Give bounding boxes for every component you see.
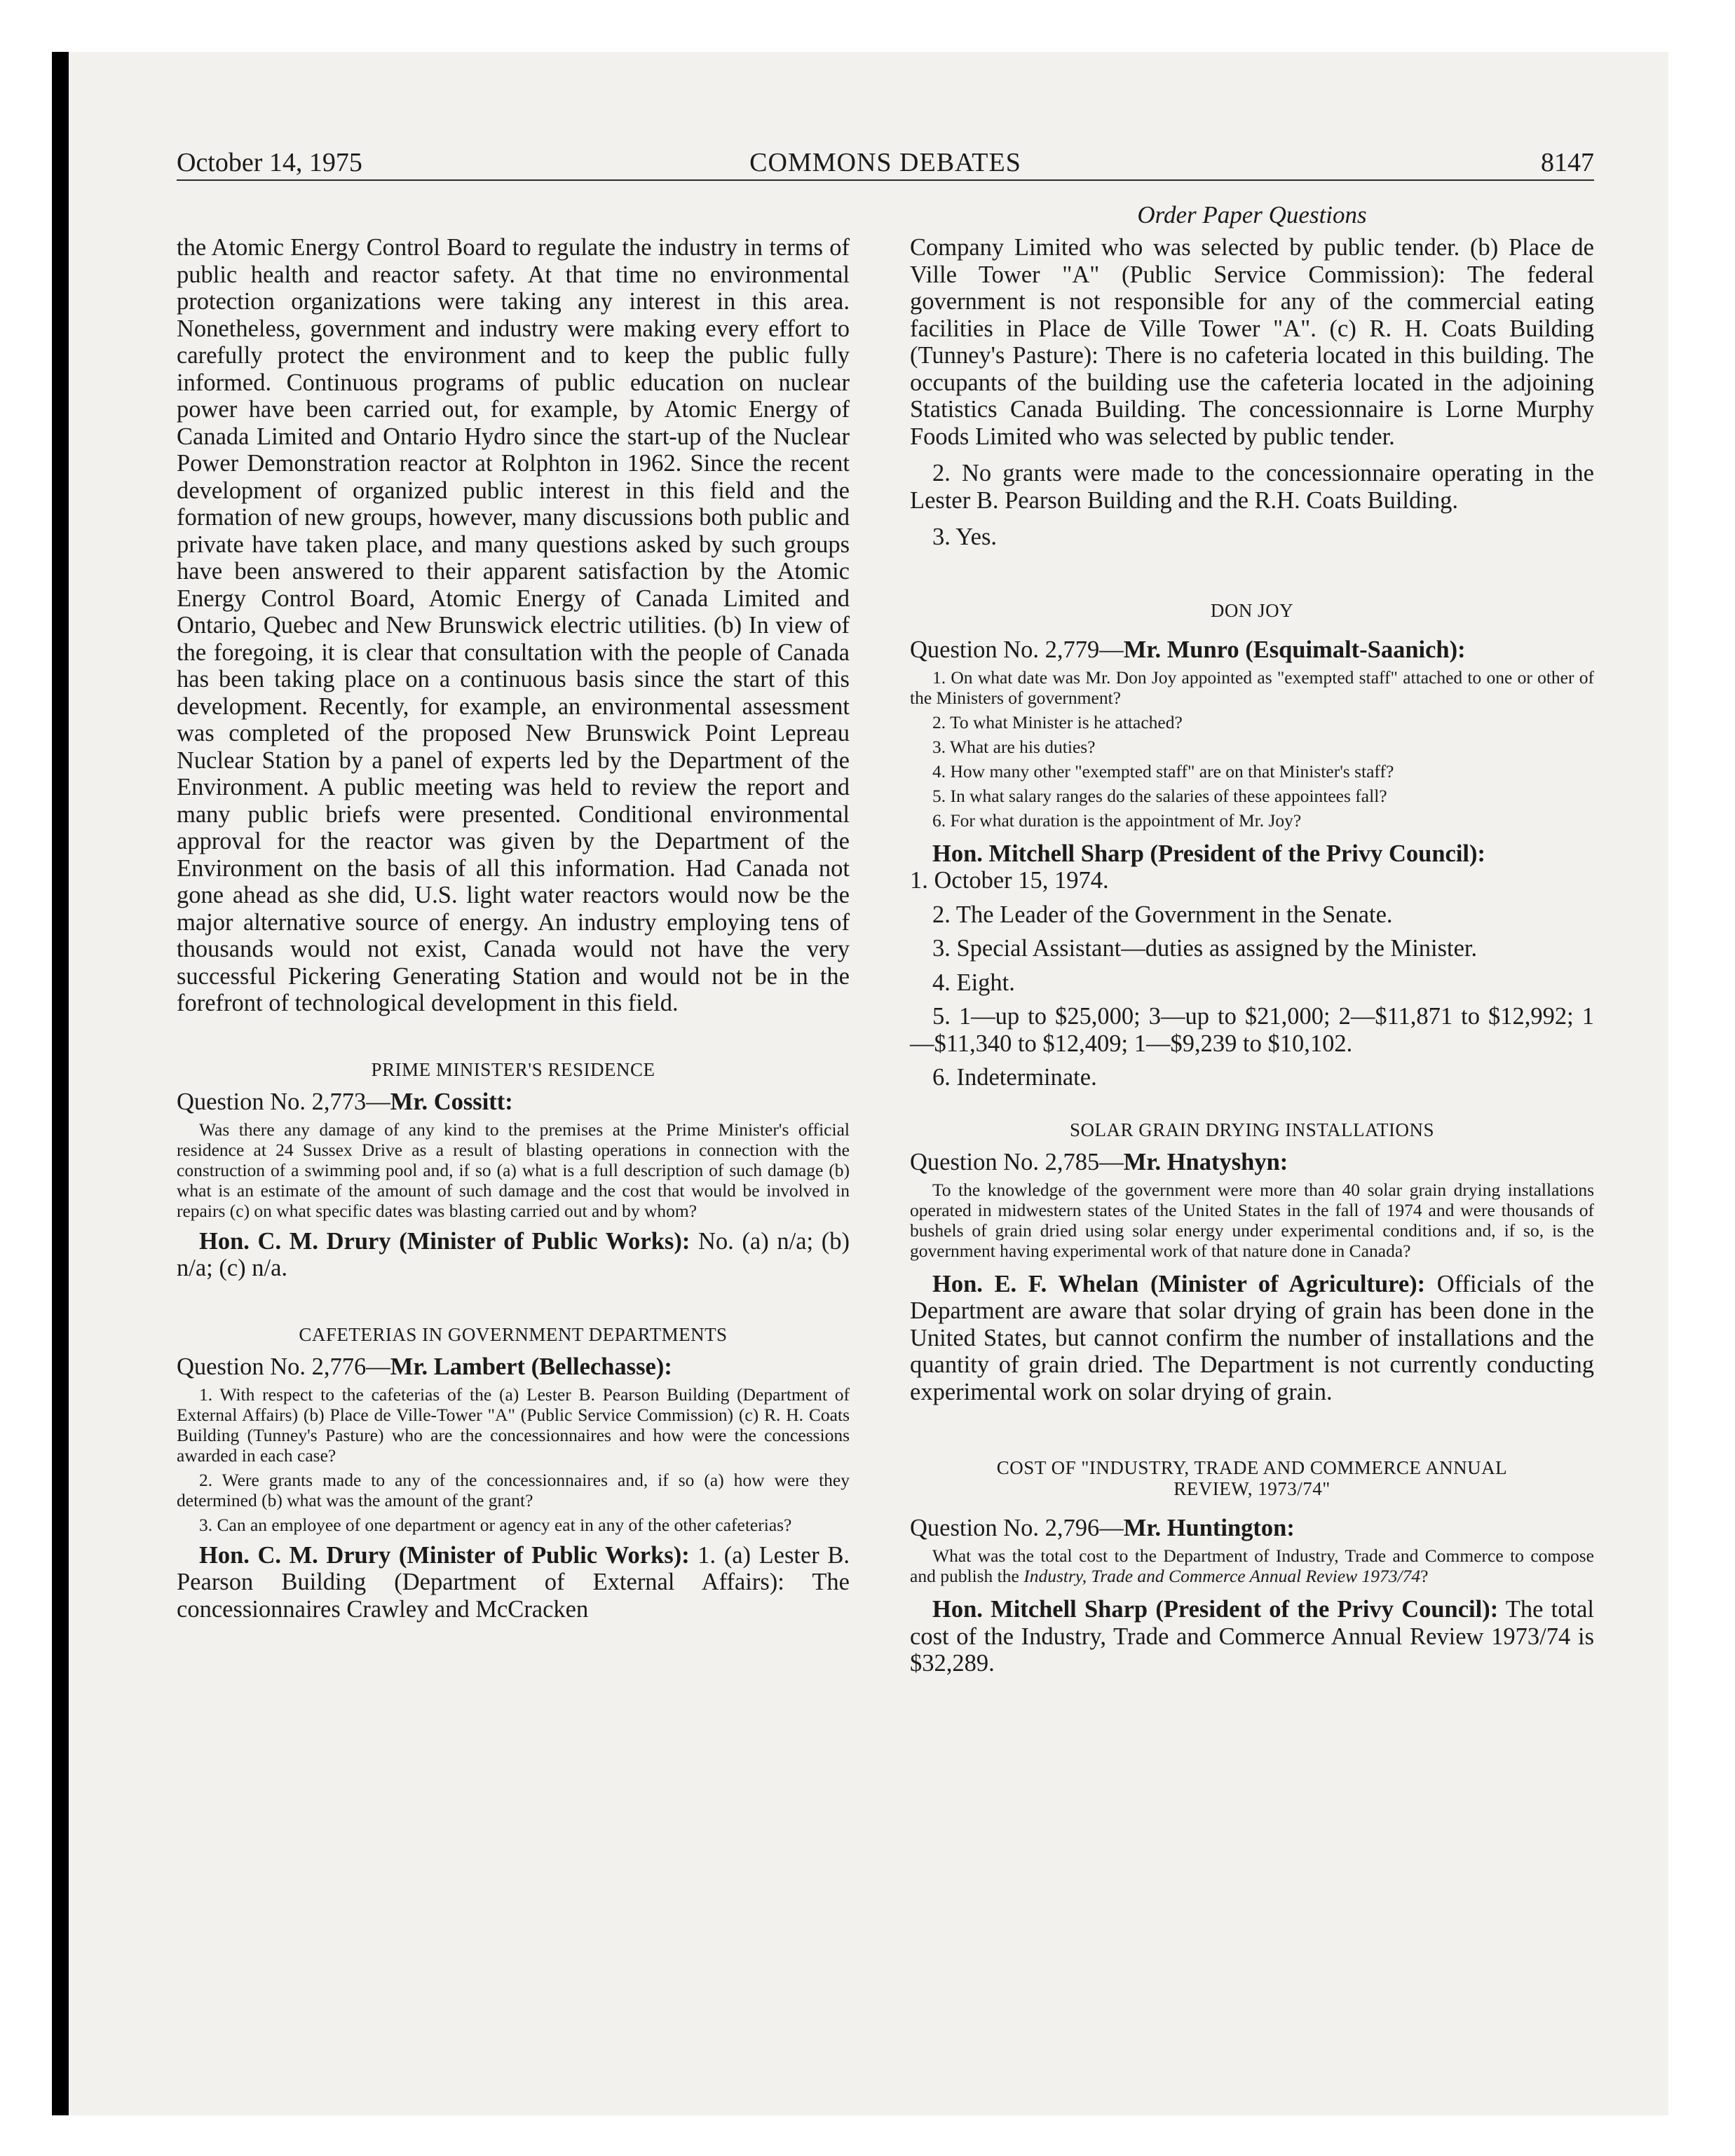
question-item: 1. On what date was Mr. Don Joy appointed as "exempted staff" attached to one or other of the Ministers of government? bbox=[910, 667, 1594, 708]
question-publication-title: Industry, Trade and Commerce Annual Review 1973/74 bbox=[1023, 1566, 1421, 1586]
question-item: 5. In what salary ranges do the salaries of these appointees fall? bbox=[932, 785, 1387, 806]
answer-speaker: Hon. C. M. Drury (Minister of Public Works): bbox=[199, 1227, 690, 1255]
question-text-end: ? bbox=[1420, 1566, 1429, 1586]
question-number: Question No. 2,785— bbox=[910, 1148, 1124, 1175]
running-head: Order Paper Questions bbox=[1137, 201, 1367, 228]
question-number: Question No. 2,796— bbox=[910, 1515, 1124, 1541]
answer-item: 3. Special Assistant—duties as assigned by the Minister. bbox=[932, 935, 1478, 962]
question-item: 2. Were grants made to any of the concessionnaires and, if so (a) how were they determined (b) what was the amount of the grant? bbox=[177, 1469, 850, 1510]
section-heading: COST OF "INDUSTRY, TRADE AND COMMERCE ANNUAL bbox=[996, 1457, 1508, 1478]
left-column bbox=[177, 196, 850, 1623]
section-heading: CAFETERIAS IN GOVERNMENT DEPARTMENTS bbox=[299, 1323, 728, 1345]
question-item: 3. What are his duties? bbox=[932, 736, 1096, 757]
question-member: Mr. Lambert (Bellechasse): bbox=[390, 1353, 672, 1380]
question-member: Mr. Munro (Esquimalt-Saanich): bbox=[1123, 636, 1466, 663]
answer-item: 6. Indeterminate. bbox=[932, 1064, 1097, 1091]
question-member: Mr. Cossitt: bbox=[390, 1088, 513, 1115]
section-heading: DON JOY bbox=[1210, 599, 1294, 621]
scan-edge-bar bbox=[52, 52, 69, 2115]
question-number: Question No. 2,776— bbox=[177, 1353, 390, 1380]
question-text-start: What was the total cost to the Department of Industry, Trade and Commerce to compose and publish the bbox=[910, 1546, 1594, 1586]
header-date: October 14, 1975 bbox=[177, 148, 362, 177]
answer-item: 1. October 15, 1974. bbox=[910, 867, 1109, 894]
answer-item: 4. Eight. bbox=[932, 969, 1015, 996]
question-text: To the knowledge of the government were more than 40 solar grain drying installations operated in midwestern states of the United States in the fall of 1974 and were thousands of bushels of grain dried using solar energy under experimental conditions and, if so, is the government having experimental work of that nature done in Canada? bbox=[910, 1179, 1594, 1261]
answer-speaker: Hon. Mitchell Sharp (President of the Privy Council): bbox=[932, 1596, 1499, 1623]
answer-text: Officials of the Department are aware that solar drying of grain has been done in the United States, but cannot confirm the number of installations and the quantity of grain dried. The Department is not currently conducting experimental work on solar drying of grain. bbox=[910, 1270, 1594, 1405]
answer-item: 5. 1—up to $25,000; 3—up to $21,000; 2—$11,871 to $12,992; 1—$11,340 to $12,409; 1—$9,239 to $10,102. bbox=[910, 1003, 1594, 1057]
question-item: 3. Can an employee of one department or agency eat in any of the other cafeterias? bbox=[199, 1514, 792, 1535]
question-number: Question No. 2,779— bbox=[910, 636, 1124, 663]
header-page-number: 8147 bbox=[1541, 148, 1594, 177]
answer-speaker: Hon. E. F. Whelan (Minister of Agriculture): bbox=[932, 1270, 1426, 1297]
continued-answer-paragraph: the Atomic Energy Control Board to regulate the industry in terms of public health and reactor safety. At that time no environmental protection organizations were taking any interest in this area. Nonetheless, government and industry were making every effort to carefully protect the environment and to keep the public fully informed. Continuous programs of public education on nuclear power have been carried out, for example, by Atomic Energy of Canada Limited and Ontario Hydro since the start-up of the Nuclear Power Demonstration reactor at Rolphton in 1962. Since the recent development of organized public interest in this field and the formation of new groups, however, many discussions both public and private have taken place, and many questions asked by such groups have been answered to their apparent satisfaction by the Atomic Energy Control Board, Atomic Energy of Canada Limited and Ontario, Quebec and New Brunswick electric utilities. (b) In view of the foregoing, it is clear that consultation with the people of Canada has been taking place on a continuous basis since the start of this development. Recently, for example, an environmental assessment was completed of the proposed New Brunswick Point Lepreau Nuclear Station by a panel of experts led by the Department of the Environment. A public meeting was held to review the report and many public briefs were presented. Conditional environmental approval for the reactor was given by the Department of the Environment on the basis of all this information. Had Canada not gone ahead as she did, U.S. light water reactors would now be the major alternative source of energy. An industry employing tens of thousands would not exist, Canada would not have the very successful Pickering Generating Station and would not be in the forefront of technological development in this field. bbox=[177, 234, 850, 1016]
section-heading: SOLAR GRAIN DRYING INSTALLATIONS bbox=[1069, 1119, 1435, 1140]
question-line bbox=[910, 1147, 1594, 1177]
question-text bbox=[910, 1546, 1594, 1586]
answer-paragraph: 2. No grants were made to the concessionnaire operating in the Lester B. Pearson Building and the R.H. Coats Building. bbox=[910, 460, 1594, 514]
section-heading-continued: REVIEW, 1973/74" bbox=[1173, 1478, 1331, 1499]
question-line bbox=[177, 1352, 850, 1381]
answer-speaker: Hon. C. M. Drury (Minister of Public Works): bbox=[199, 1541, 690, 1569]
question-line bbox=[910, 635, 1594, 664]
answer-paragraph bbox=[910, 1271, 1594, 1406]
answer-speaker: Hon. Mitchell Sharp (President of the Privy Council): bbox=[932, 840, 1485, 867]
answer-text: No. (a) n/a; (b) n/a; (c) n/a. bbox=[177, 1227, 850, 1281]
answer-text: 1. (a) Lester B. Pearson Building (Department of External Affairs): The concessionnaires Crawley and McCracken bbox=[177, 1541, 850, 1623]
question-line bbox=[177, 1087, 850, 1117]
answer-paragraph bbox=[177, 1542, 850, 1623]
question-item: 2. To what Minister is he attached? bbox=[932, 711, 1183, 732]
question-number: Question No. 2,773— bbox=[177, 1088, 390, 1115]
continued-answer-paragraph: Company Limited who was selected by public tender. (b) Place de Ville Tower "A" (Public Service Commission): The federal government is not responsible for any of the commercial eating facilities in Place de Ville Tower "A". (c) R. H. Coats Building (Tunney's Pasture): There is no cafeteria located in this building. The occupants of the building use the cafeteria located in the adjoining Statistics Canada Building. The concessionnaire is Lorne Murphy Foods Limited who was selected by public tender. bbox=[910, 234, 1594, 450]
question-item: 1. With respect to the cafeterias of the (a) Lester B. Pearson Building (Department of External Affairs) (b) Place de Ville-Tower "A" (Public Service Commission) (c) R. H. Coats Building (Tunney's Pasture) who are the concessionnaires and how were the concessions awarded in each case? bbox=[177, 1384, 850, 1466]
section-heading: PRIME MINISTER'S RESIDENCE bbox=[371, 1058, 655, 1080]
page-header bbox=[177, 140, 1594, 181]
question-item: 4. How many other "exempted staff" are on that Minister's staff? bbox=[932, 760, 1394, 782]
answer-speaker-line bbox=[910, 840, 1594, 868]
answer-paragraph: 3. Yes. bbox=[932, 524, 998, 550]
answer-item: 2. The Leader of the Government in the Senate. bbox=[932, 901, 1393, 928]
answer-paragraph bbox=[177, 1228, 850, 1282]
question-line bbox=[910, 1513, 1594, 1543]
question-member: Mr. Huntington: bbox=[1123, 1515, 1295, 1541]
page bbox=[177, 140, 1594, 1677]
header-title: COMMONS DEBATES bbox=[749, 148, 1021, 177]
question-member: Mr. Hnatyshyn: bbox=[1123, 1148, 1288, 1175]
question-text: Was there any damage of any kind to the premises at the Prime Minister's official residence at 24 Sussex Drive as a result of blasting operations in connection with the construction of a swimming pool and, if so (a) what is a full description of such damage (b) what is an estimate of the amount of such damage and the cost that would be involved in repairs (c) on what specific dates was blasting carried out and by whom? bbox=[177, 1119, 850, 1221]
answer-text: The total cost of the Industry, Trade and Commerce Annual Review 1973/74 is $32,289. bbox=[910, 1596, 1594, 1677]
question-item: 6. For what duration is the appointment of Mr. Joy? bbox=[932, 810, 1302, 831]
answer-paragraph bbox=[910, 1596, 1594, 1677]
right-column bbox=[910, 196, 1594, 1677]
